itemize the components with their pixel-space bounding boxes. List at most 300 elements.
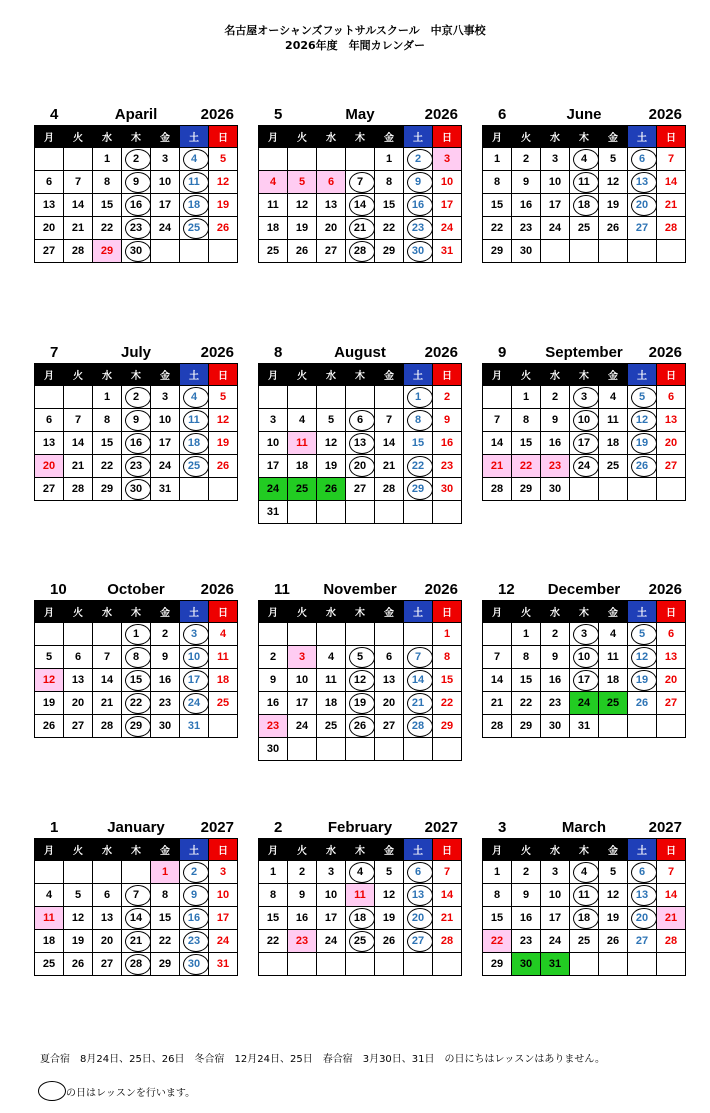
- day-cell: 12: [375, 884, 404, 907]
- day-cell: 7: [122, 884, 151, 907]
- day-cell: 10: [317, 884, 346, 907]
- day-cell: 16: [541, 669, 570, 692]
- empty-cell: [288, 623, 317, 646]
- day-cell: 9: [259, 669, 288, 692]
- month-year: 2026: [200, 581, 234, 598]
- day-cell: 20: [375, 692, 404, 715]
- empty-cell: [346, 386, 375, 409]
- month-number: 4: [50, 106, 59, 123]
- weekday-header: 水: [541, 364, 570, 386]
- month-table: [482, 838, 686, 976]
- empty-cell: [599, 478, 628, 501]
- day-cell: 12: [35, 669, 64, 692]
- day-cell: 5: [346, 646, 375, 669]
- day-cell: 15: [483, 907, 512, 930]
- empty-cell: [657, 478, 686, 501]
- day-cell: 20: [404, 907, 433, 930]
- day-cell: 30: [433, 478, 462, 501]
- day-cell: 13: [657, 646, 686, 669]
- day-cell: 5: [64, 884, 93, 907]
- day-cell: 29: [93, 478, 122, 501]
- day-cell: 10: [151, 171, 180, 194]
- month-number: 9: [498, 344, 507, 361]
- month-name: January: [107, 819, 165, 836]
- day-cell: 7: [64, 171, 93, 194]
- empty-cell: [375, 738, 404, 761]
- day-cell: 28: [483, 478, 512, 501]
- weekday-header: 日: [209, 839, 238, 861]
- empty-cell: [35, 861, 64, 884]
- day-cell: 14: [64, 194, 93, 217]
- day-cell: 1: [404, 386, 433, 409]
- empty-cell: [375, 953, 404, 976]
- day-cell: 4: [570, 861, 599, 884]
- day-cell: 29: [93, 240, 122, 263]
- day-cell: 30: [151, 715, 180, 738]
- day-cell: 25: [180, 455, 209, 478]
- day-cell: 22: [512, 692, 541, 715]
- day-cell: 8: [93, 409, 122, 432]
- month-name: December: [547, 581, 621, 598]
- empty-cell: [433, 501, 462, 524]
- day-cell: 27: [346, 478, 375, 501]
- month-name: February: [327, 819, 393, 836]
- month-table: [258, 363, 462, 524]
- empty-cell: [657, 240, 686, 263]
- weekday-header: 水: [317, 601, 346, 623]
- day-cell: 19: [288, 217, 317, 240]
- day-cell: 13: [628, 884, 657, 907]
- day-cell: 15: [512, 669, 541, 692]
- day-cell: 1: [483, 861, 512, 884]
- day-cell: 21: [375, 455, 404, 478]
- day-cell: 10: [151, 409, 180, 432]
- weekday-header: 日: [433, 601, 462, 623]
- empty-cell: [151, 240, 180, 263]
- day-cell: 1: [483, 148, 512, 171]
- day-cell: 19: [317, 455, 346, 478]
- weekday-header: 月: [483, 364, 512, 386]
- weekday-header: 金: [599, 126, 628, 148]
- day-cell: 15: [512, 432, 541, 455]
- empty-cell: [64, 623, 93, 646]
- day-cell: 18: [259, 217, 288, 240]
- month-number: 10: [50, 581, 67, 598]
- day-cell: 20: [64, 692, 93, 715]
- empty-cell: [599, 715, 628, 738]
- month-calendar: [34, 819, 238, 976]
- month-year: 2026: [200, 106, 234, 123]
- circle-legend-text: の日はレッスンを行います。: [66, 1088, 196, 1099]
- day-cell: 9: [512, 884, 541, 907]
- day-cell: 5: [35, 646, 64, 669]
- month-table: [34, 838, 238, 976]
- weekday-header: 金: [151, 601, 180, 623]
- day-cell: 22: [433, 692, 462, 715]
- day-cell: 15: [93, 432, 122, 455]
- day-cell: 24: [433, 217, 462, 240]
- empty-cell: [259, 386, 288, 409]
- day-cell: 19: [375, 907, 404, 930]
- month-header: [258, 581, 462, 600]
- day-cell: 25: [570, 217, 599, 240]
- day-cell: 21: [483, 455, 512, 478]
- day-cell: 2: [541, 623, 570, 646]
- day-cell: 23: [433, 455, 462, 478]
- day-cell: 23: [512, 930, 541, 953]
- month-header: [258, 106, 462, 125]
- month-number: 1: [50, 819, 59, 836]
- day-cell: 12: [599, 884, 628, 907]
- month-year: 2027: [200, 819, 234, 836]
- day-cell: 15: [404, 432, 433, 455]
- day-cell: 2: [404, 148, 433, 171]
- empty-cell: [599, 953, 628, 976]
- weekday-header: 火: [288, 364, 317, 386]
- weekday-header: 木: [570, 126, 599, 148]
- month-year: 2026: [424, 581, 458, 598]
- month-header: [482, 581, 686, 600]
- day-cell: 27: [64, 715, 93, 738]
- weekday-header: 日: [433, 839, 462, 861]
- day-cell: 28: [64, 478, 93, 501]
- day-cell: 8: [151, 884, 180, 907]
- weekday-header: 月: [259, 601, 288, 623]
- weekday-header: 木: [570, 364, 599, 386]
- day-cell: 11: [259, 194, 288, 217]
- day-cell: 21: [93, 692, 122, 715]
- day-cell: 13: [93, 907, 122, 930]
- empty-cell: [288, 148, 317, 171]
- empty-cell: [346, 501, 375, 524]
- day-cell: 26: [599, 930, 628, 953]
- camp-note: 夏合宿 8月24日、25日、26日 冬合宿 12月24日、25日 春合宿 3月30日、31日 の日にちはレッスンはありません。: [40, 1054, 606, 1065]
- day-cell: 17: [317, 907, 346, 930]
- day-cell: 6: [35, 409, 64, 432]
- day-cell: 21: [657, 907, 686, 930]
- day-cell: 28: [122, 953, 151, 976]
- weekday-header: 日: [209, 601, 238, 623]
- month-calendar: [258, 344, 462, 524]
- empty-cell: [346, 738, 375, 761]
- day-cell: 9: [288, 884, 317, 907]
- empty-cell: [35, 386, 64, 409]
- day-cell: 16: [122, 194, 151, 217]
- day-cell: 12: [346, 669, 375, 692]
- day-cell: 23: [180, 930, 209, 953]
- day-cell: 15: [151, 907, 180, 930]
- month-name: August: [334, 344, 386, 361]
- day-cell: 22: [122, 692, 151, 715]
- day-cell: 16: [404, 194, 433, 217]
- month-table: [34, 363, 238, 501]
- day-cell: 11: [317, 669, 346, 692]
- day-cell: 7: [64, 409, 93, 432]
- day-cell: 29: [512, 715, 541, 738]
- day-cell: 15: [483, 194, 512, 217]
- month-table: [482, 363, 686, 501]
- month-name: June: [566, 106, 602, 123]
- day-cell: 2: [288, 861, 317, 884]
- empty-cell: [404, 623, 433, 646]
- empty-cell: [628, 715, 657, 738]
- empty-cell: [180, 240, 209, 263]
- day-cell: 5: [628, 386, 657, 409]
- day-cell: 5: [317, 409, 346, 432]
- empty-cell: [288, 953, 317, 976]
- weekday-header: 月: [259, 364, 288, 386]
- day-cell: 17: [570, 669, 599, 692]
- day-cell: 6: [657, 623, 686, 646]
- empty-cell: [288, 386, 317, 409]
- empty-cell: [433, 738, 462, 761]
- day-cell: 31: [541, 953, 570, 976]
- weekday-header: 木: [570, 839, 599, 861]
- empty-cell: [628, 953, 657, 976]
- day-cell: 15: [93, 194, 122, 217]
- day-cell: 18: [599, 669, 628, 692]
- day-cell: 7: [483, 409, 512, 432]
- day-cell: 25: [288, 478, 317, 501]
- month-table: [34, 600, 238, 738]
- day-cell: 19: [64, 930, 93, 953]
- day-cell: 14: [122, 907, 151, 930]
- month-number: 8: [274, 344, 283, 361]
- day-cell: 19: [209, 194, 238, 217]
- day-cell: 21: [483, 692, 512, 715]
- day-cell: 2: [512, 861, 541, 884]
- day-cell: 31: [151, 478, 180, 501]
- day-cell: 7: [93, 646, 122, 669]
- day-cell: 18: [346, 907, 375, 930]
- day-cell: 22: [93, 217, 122, 240]
- empty-cell: [375, 623, 404, 646]
- day-cell: 9: [122, 409, 151, 432]
- day-cell: 2: [122, 148, 151, 171]
- day-cell: 22: [512, 455, 541, 478]
- day-cell: 7: [404, 646, 433, 669]
- day-cell: 26: [599, 217, 628, 240]
- weekday-header: 土: [180, 601, 209, 623]
- day-cell: 12: [317, 432, 346, 455]
- weekday-header: 水: [317, 839, 346, 861]
- empty-cell: [317, 386, 346, 409]
- day-cell: 28: [93, 715, 122, 738]
- day-cell: 17: [541, 907, 570, 930]
- day-cell: 4: [180, 148, 209, 171]
- day-cell: 27: [317, 240, 346, 263]
- month-calendar: [258, 819, 462, 976]
- month-number: 6: [498, 106, 507, 123]
- weekday-header: 水: [93, 839, 122, 861]
- month-year: 2027: [648, 819, 682, 836]
- day-cell: 5: [209, 386, 238, 409]
- month-name: Aparil: [114, 106, 158, 123]
- day-cell: 25: [35, 953, 64, 976]
- day-cell: 4: [288, 409, 317, 432]
- day-cell: 17: [541, 194, 570, 217]
- day-cell: 4: [599, 386, 628, 409]
- empty-cell: [93, 623, 122, 646]
- day-cell: 4: [346, 861, 375, 884]
- day-cell: 27: [628, 930, 657, 953]
- day-cell: 9: [541, 646, 570, 669]
- day-cell: 28: [375, 478, 404, 501]
- empty-cell: [122, 861, 151, 884]
- day-cell: 20: [35, 217, 64, 240]
- day-cell: 26: [317, 478, 346, 501]
- day-cell: 1: [512, 386, 541, 409]
- month-number: 3: [498, 819, 507, 836]
- weekday-header: 火: [288, 126, 317, 148]
- day-cell: 26: [64, 953, 93, 976]
- day-cell: 9: [433, 409, 462, 432]
- day-cell: 11: [180, 409, 209, 432]
- empty-cell: [375, 386, 404, 409]
- day-cell: 24: [288, 715, 317, 738]
- month-calendar: [34, 106, 238, 263]
- day-cell: 30: [512, 953, 541, 976]
- month-number: 5: [274, 106, 283, 123]
- day-cell: 28: [64, 240, 93, 263]
- day-cell: 10: [288, 669, 317, 692]
- day-cell: 24: [259, 478, 288, 501]
- day-cell: 5: [599, 861, 628, 884]
- day-cell: 9: [151, 646, 180, 669]
- day-cell: 5: [209, 148, 238, 171]
- day-cell: 7: [375, 409, 404, 432]
- day-cell: 12: [288, 194, 317, 217]
- weekday-header: 火: [64, 601, 93, 623]
- empty-cell: [317, 148, 346, 171]
- weekday-header: 火: [512, 126, 541, 148]
- empty-cell: [433, 953, 462, 976]
- weekday-header: 土: [404, 126, 433, 148]
- day-cell: 25: [570, 930, 599, 953]
- day-cell: 21: [122, 930, 151, 953]
- month-year: 2026: [200, 344, 234, 361]
- day-cell: 6: [628, 148, 657, 171]
- weekday-header: 水: [317, 126, 346, 148]
- empty-cell: [259, 148, 288, 171]
- day-cell: 14: [657, 884, 686, 907]
- weekday-header: 火: [64, 126, 93, 148]
- weekday-header: 土: [628, 601, 657, 623]
- weekday-header: 月: [35, 601, 64, 623]
- day-cell: 8: [122, 646, 151, 669]
- month-header: [482, 106, 686, 125]
- day-cell: 18: [209, 669, 238, 692]
- weekday-header: 日: [209, 364, 238, 386]
- day-cell: 14: [433, 884, 462, 907]
- month-calendar: [482, 344, 686, 501]
- day-cell: 27: [35, 478, 64, 501]
- day-cell: 2: [541, 386, 570, 409]
- month-header: [258, 819, 462, 838]
- weekday-header: 木: [122, 839, 151, 861]
- day-cell: 4: [209, 623, 238, 646]
- day-cell: 25: [317, 715, 346, 738]
- day-cell: 17: [288, 692, 317, 715]
- day-cell: 14: [375, 432, 404, 455]
- day-cell: 24: [151, 455, 180, 478]
- day-cell: 7: [433, 861, 462, 884]
- weekday-header: 火: [512, 364, 541, 386]
- day-cell: 3: [151, 386, 180, 409]
- day-cell: 13: [346, 432, 375, 455]
- month-calendar: [34, 344, 238, 501]
- day-cell: 4: [317, 646, 346, 669]
- day-cell: 24: [151, 217, 180, 240]
- day-cell: 30: [512, 240, 541, 263]
- empty-cell: [209, 478, 238, 501]
- day-cell: 1: [512, 623, 541, 646]
- empty-cell: [483, 386, 512, 409]
- day-cell: 30: [122, 240, 151, 263]
- weekday-header: 金: [151, 126, 180, 148]
- weekday-header: 月: [259, 839, 288, 861]
- weekday-header: 金: [375, 839, 404, 861]
- day-cell: 8: [512, 409, 541, 432]
- day-cell: 31: [180, 715, 209, 738]
- weekday-header: 金: [599, 364, 628, 386]
- empty-cell: [375, 501, 404, 524]
- day-cell: 12: [628, 646, 657, 669]
- weekday-header: 月: [483, 126, 512, 148]
- empty-cell: [209, 715, 238, 738]
- day-cell: 19: [35, 692, 64, 715]
- empty-cell: [288, 738, 317, 761]
- day-cell: 3: [151, 148, 180, 171]
- day-cell: 10: [259, 432, 288, 455]
- month-header: [34, 344, 238, 363]
- month-year: 2026: [648, 344, 682, 361]
- month-header: [34, 819, 238, 838]
- weekday-header: 日: [209, 126, 238, 148]
- day-cell: 29: [512, 478, 541, 501]
- day-cell: 20: [628, 194, 657, 217]
- empty-cell: [404, 501, 433, 524]
- empty-cell: [346, 953, 375, 976]
- empty-cell: [657, 953, 686, 976]
- month-calendar: [482, 819, 686, 976]
- day-cell: 13: [628, 171, 657, 194]
- day-cell: 22: [259, 930, 288, 953]
- day-cell: 25: [259, 240, 288, 263]
- day-cell: 8: [93, 171, 122, 194]
- day-cell: 29: [483, 953, 512, 976]
- day-cell: 14: [657, 171, 686, 194]
- day-cell: 2: [122, 386, 151, 409]
- day-cell: 19: [628, 432, 657, 455]
- day-cell: 28: [483, 715, 512, 738]
- day-cell: 23: [259, 715, 288, 738]
- day-cell: 27: [375, 715, 404, 738]
- month-header: [258, 344, 462, 363]
- month-header: [482, 819, 686, 838]
- day-cell: 1: [122, 623, 151, 646]
- day-cell: 22: [375, 217, 404, 240]
- day-cell: 13: [35, 194, 64, 217]
- day-cell: 13: [375, 669, 404, 692]
- day-cell: 9: [122, 171, 151, 194]
- day-cell: 21: [433, 907, 462, 930]
- day-cell: 17: [151, 432, 180, 455]
- weekday-header: 火: [512, 839, 541, 861]
- day-cell: 6: [35, 171, 64, 194]
- weekday-header: 木: [122, 126, 151, 148]
- day-cell: 1: [93, 386, 122, 409]
